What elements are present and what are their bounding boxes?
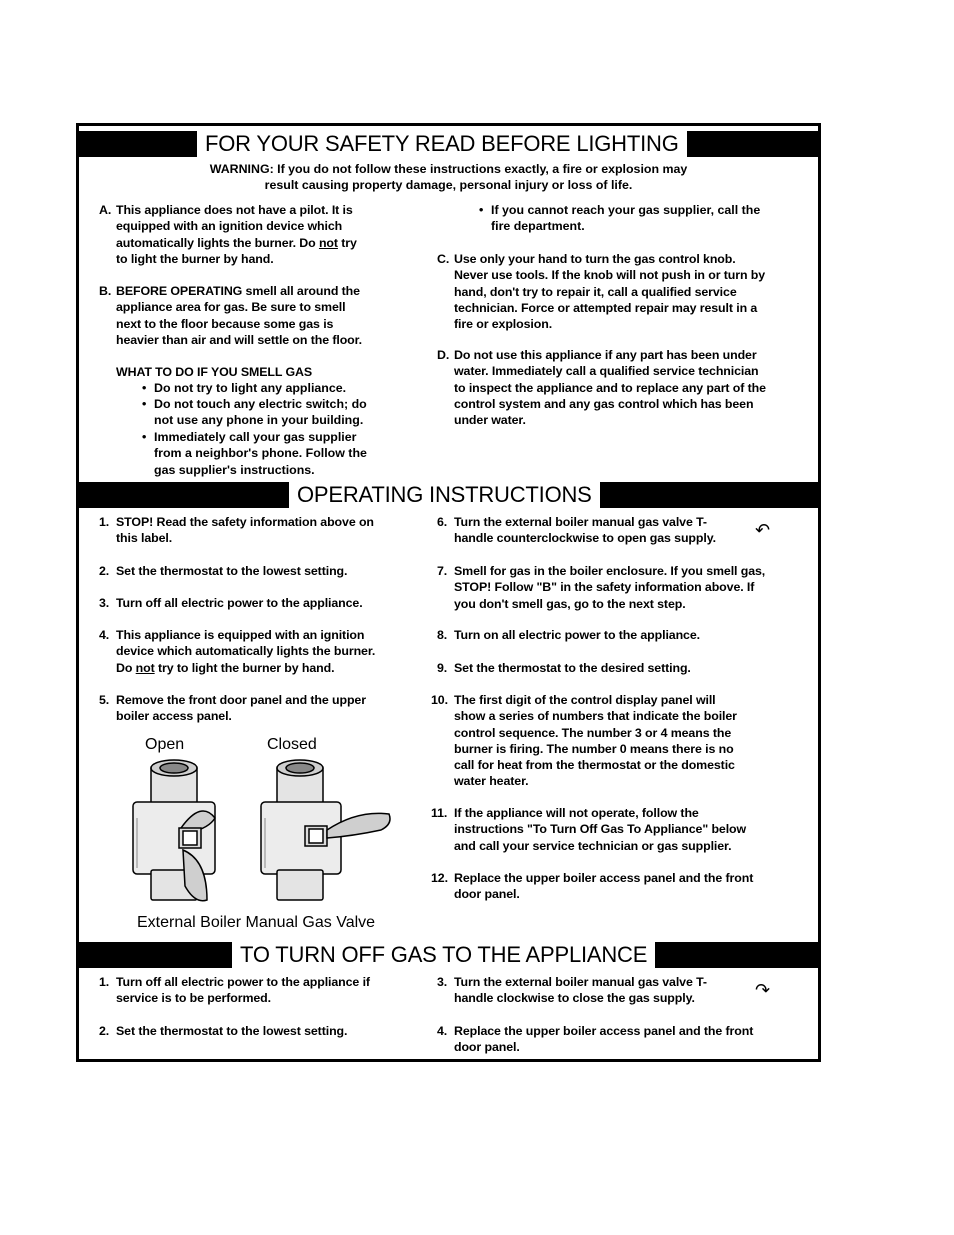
text-line: equipped with an ignition device which [116,219,343,234]
step-number: 5. [99,693,110,707]
text-line: Turn on all electric power to the appliance. [454,628,700,642]
text-line: boiler access panel. [116,709,232,724]
text-line: Use only your hand to turn the gas control knob. [454,252,736,266]
text-line: Do not touch any electric switch; do [154,397,367,411]
closed-valve-drawing [261,760,390,900]
text-line: water. Immediately call a qualified service technician [454,364,759,379]
step-number: 2. [99,564,110,578]
text-line: handle counterclockwise to open gas supply. [454,531,716,546]
item-label: A. [99,203,112,217]
step-number: 1. [99,975,110,989]
text-line: STOP! Read the safety information above on [116,515,374,529]
text-line: gas supplier's instructions. [154,462,315,477]
text-line: Do not use this appliance if any part has been under [454,348,757,362]
bullet-icon: • [142,397,147,411]
step-number: 6. [437,515,448,529]
operating-header-bar [79,482,818,508]
text-line: water heater. [454,774,529,789]
step-number: 11. [431,806,448,820]
text-line: service is to be performed. [116,991,271,1006]
text-line: If the appliance will not operate, follow the [454,806,699,820]
safety-title: FOR YOUR SAFETY READ BEFORE LIGHTING [197,131,687,157]
text-line [116,235,357,251]
text-line: call for heat from the thermostat or the domestic [454,758,735,773]
text-line: instructions "To Turn Off Gas To Appliance" below [454,822,747,837]
text-line: This appliance does not have a pilot. It is [116,203,353,217]
text-line: control sequence. The number 3 or 4 means the [454,725,732,740]
item-label: D. [437,348,450,362]
step-number: 12. [431,871,448,885]
safety-header-bar [79,131,818,157]
text-line: Replace the upper boiler access panel and the front [454,871,754,885]
text-line: fire department. [491,219,585,234]
text-line: Remove the front door panel and the upper [116,693,366,707]
text-line: The first digit of the control display panel will [454,693,716,707]
text-line: Never use tools. If the knob will not push in or turn by [454,268,766,283]
step-number: 7. [437,564,448,578]
text-line: heavier than air and will settle on the floor. [116,332,363,347]
text-line: Replace the upper boiler access panel and the front [454,1024,754,1038]
text-line: control system and any gas control which has been [454,396,754,411]
safety-label [76,123,821,1062]
text-line: hand, don't try to repair it, call a qualified service [454,284,737,299]
text-line: Smell for gas in the boiler enclosure. If you smell gas, [454,564,766,578]
text-line: next to the floor because some gas is [116,316,334,331]
warning-line-1: WARNING: If you do not follow these instructions exactly, a fire or explosion may [209,162,688,176]
step-number: 10. [431,693,448,707]
step-number: 4. [99,628,110,642]
text-line: to light the burner by hand. [116,251,274,266]
text-line: handle clockwise to close the gas supply. [454,991,695,1006]
step-number: 8. [437,628,448,642]
text-line: Do not try to light any appliance. [154,381,347,395]
text-line: Set the thermostat to the lowest setting. [116,564,348,578]
text-line: appliance area for gas. Be sure to smell [116,300,346,315]
bullet-icon: • [142,430,147,444]
text-line: burner is firing. The number 0 means there is no [454,741,734,756]
step-number: 3. [437,975,448,989]
text-segment: automatically lights the burner. Do [116,235,319,250]
valve-caption: External Boiler Manual Gas Valve [137,914,376,931]
text-line: technician. Force or attempted repair may result in a [454,300,758,315]
text-line: device which automatically lights the burner. [116,644,376,659]
text-line: Immediately call your gas supplier [154,430,357,444]
counterclockwise-arrow-icon: ↶ [755,520,771,540]
turnoff-header-bar [79,942,818,968]
gas-valve-illustration [123,758,393,908]
text-line: Set the thermostat to the desired setting. [454,661,691,675]
text-line: BEFORE OPERATING smell all around the [116,284,360,298]
text-line: Turn the external boiler manual gas valve T- [454,515,707,529]
bullet-icon: • [142,381,147,395]
text-segment: try to light the burner by hand. [154,660,335,675]
text-line: to inspect the appliance and to replace any part of the [454,380,766,395]
step-number: 2. [99,1024,110,1038]
valve-closed-label: Closed [267,736,317,753]
text-line: This appliance is equipped with an ignition [116,628,365,642]
warning-line-2: result causing property damage, personal injury or loss of life. [264,178,633,192]
text-segment: try [337,235,357,250]
text-line: Turn off all electric power to the appliance. [116,596,363,610]
text-line: STOP! Follow "B" in the safety information above. If [454,580,755,595]
operating-title: OPERATING INSTRUCTIONS [289,482,600,508]
step-number: 1. [99,515,110,529]
text-line: Turn off all electric power to the appliance if [116,975,370,989]
text-line: from a neighbor's phone. Follow the [154,446,367,461]
clockwise-arrow-icon: ↷ [755,980,771,1000]
item-label: B. [99,284,112,298]
smell-gas-heading: WHAT TO DO IF YOU SMELL GAS [116,365,313,379]
step-number: 4. [437,1024,448,1038]
bullet-icon: • [479,203,484,217]
text-segment: Do [116,660,136,675]
text-line: under water. [454,413,526,428]
text-line: this label. [116,531,173,546]
text-line: Turn the external boiler manual gas valve T- [454,975,707,989]
valve-open-label: Open [145,736,185,753]
text-line: If you cannot reach your gas supplier, call the [491,203,761,217]
item-label: C. [437,252,450,266]
text-line: door panel. [454,1040,520,1055]
text-line: door panel. [454,887,520,902]
text-line: not use any phone in your building. [154,413,364,428]
step-number: 9. [437,661,448,675]
text-line [116,660,375,676]
text-line: and call your service technician or gas supplier. [454,838,732,853]
underlined-text: not [318,235,338,250]
text-line: fire or explosion. [454,317,553,332]
text-line: you don't smell gas, go to the next step. [454,596,686,611]
underlined-text: not [135,660,155,675]
open-valve-drawing [133,760,215,901]
step-number: 3. [99,596,110,610]
turnoff-title: TO TURN OFF GAS TO THE APPLIANCE [232,942,655,968]
text-line: Set the thermostat to the lowest setting. [116,1024,348,1038]
text-line: show a series of numbers that indicate the boiler [454,709,737,724]
